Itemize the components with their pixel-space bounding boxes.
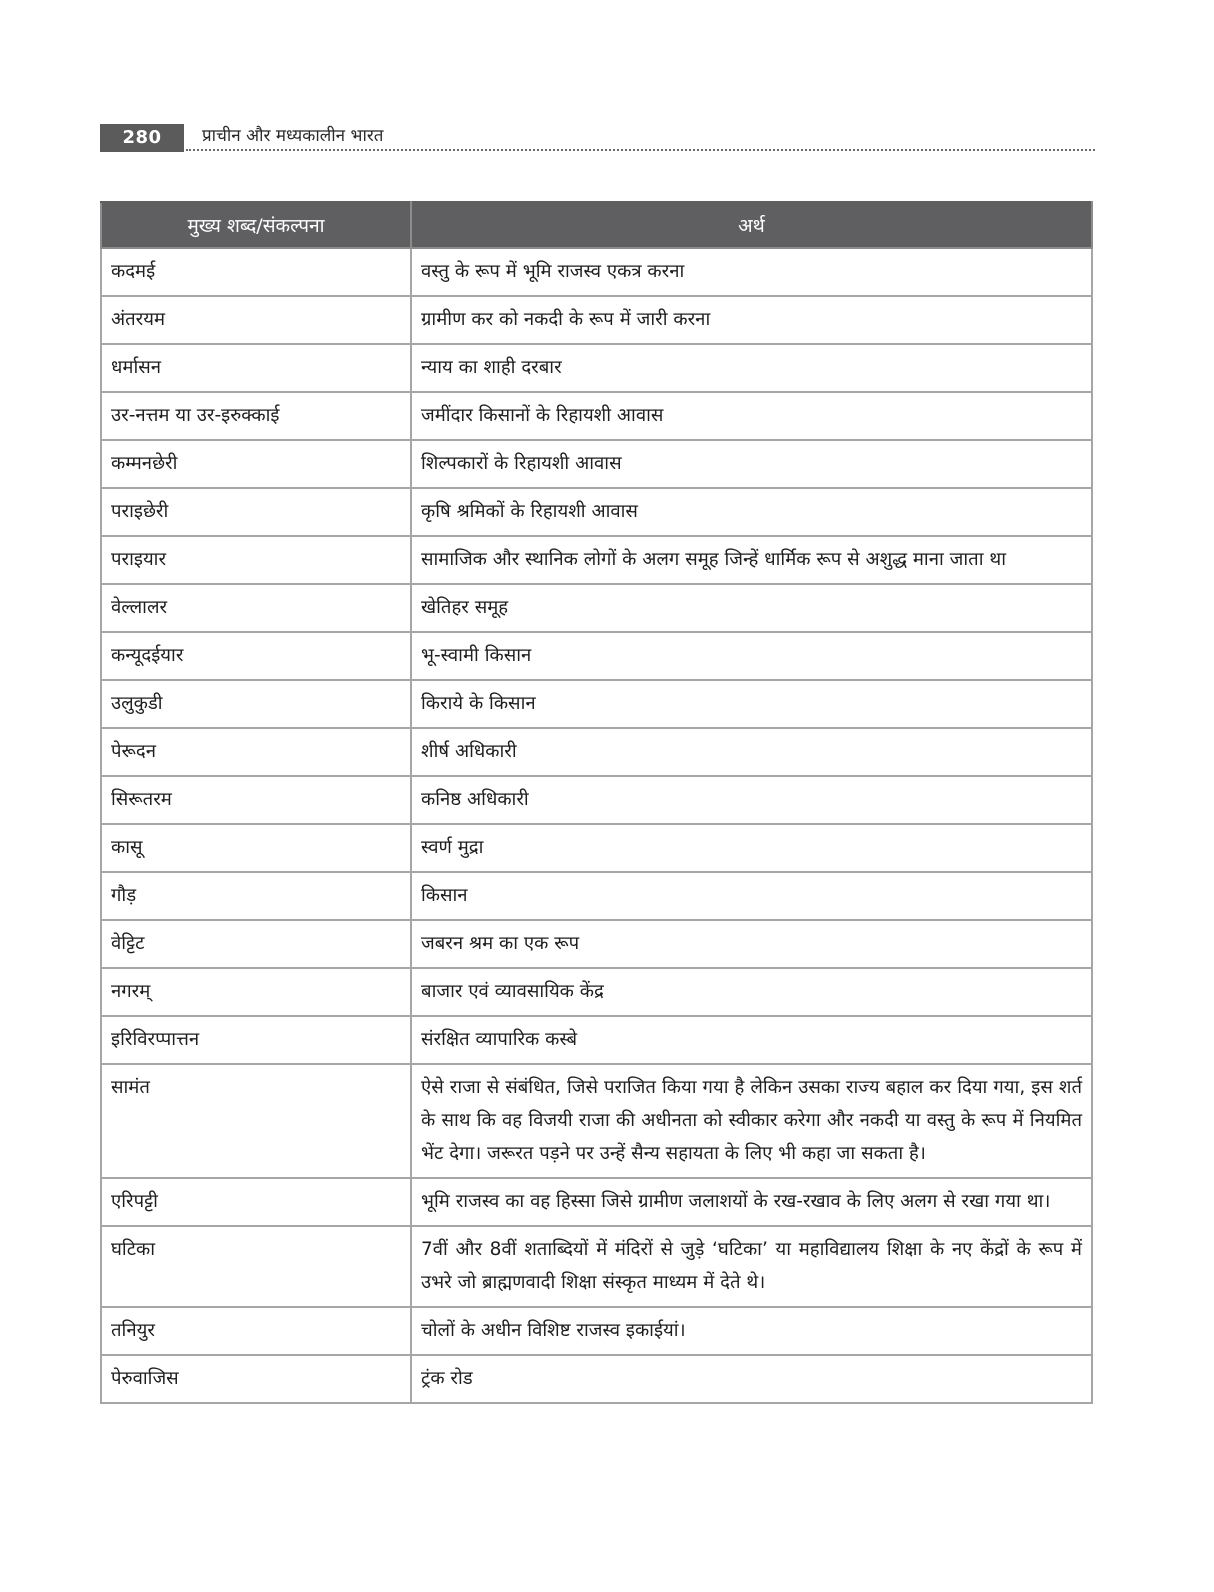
term-cell: कासू: [101, 824, 411, 872]
term-cell: तनियुर: [101, 1307, 411, 1355]
table-row: [101, 440, 1092, 488]
term-cell: अंतरयम: [101, 296, 411, 344]
meaning-cell: जबरन श्रम का एक रूप: [411, 920, 1092, 968]
table-body: [101, 248, 1092, 1403]
term-cell: पेरूदन: [101, 728, 411, 776]
meaning-cell: भूमि राजस्व का वह हिस्सा जिसे ग्रामीण जलाशयों के रख-रखाव के लिए अलग से रखा गया था।: [411, 1178, 1092, 1226]
meaning-cell: स्वर्ण मुद्रा: [411, 824, 1092, 872]
term-cell: वेल्लालर: [101, 584, 411, 632]
table-row: [101, 344, 1092, 392]
meaning-cell: न्याय का शाही दरबार: [411, 344, 1092, 392]
meaning-cell: वस्तु के रूप में भूमि राजस्व एकत्र करना: [411, 248, 1092, 296]
meaning-cell: किराये के किसान: [411, 680, 1092, 728]
term-cell: इरिविरप्पात्तन: [101, 1016, 411, 1064]
meaning-cell: जमींदार किसानों के रिहायशी आवास: [411, 392, 1092, 440]
meaning-cell: चोलों के अधीन विशिष्ट राजस्व इकाईयां।: [411, 1307, 1092, 1355]
table-header-row: [101, 202, 1092, 248]
meaning-cell: शीर्ष अधिकारी: [411, 728, 1092, 776]
term-cell: सिरूतरम: [101, 776, 411, 824]
table-row: [101, 632, 1092, 680]
table-row: [101, 248, 1092, 296]
meaning-cell: बाजार एवं व्यावसायिक केंद्र: [411, 968, 1092, 1016]
term-cell: पराइछेरी: [101, 488, 411, 536]
meaning-cell: ग्रामीण कर को नकदी के रूप में जारी करना: [411, 296, 1092, 344]
table-row: [101, 776, 1092, 824]
table-row: [101, 488, 1092, 536]
term-cell: कम्मनछेरी: [101, 440, 411, 488]
table-row: [101, 1307, 1092, 1355]
page-header: [100, 124, 1095, 154]
meaning-cell: संरक्षित व्यापारिक कस्बे: [411, 1016, 1092, 1064]
term-cell: घटिका: [101, 1226, 411, 1307]
header-dotted-rule: [186, 149, 1095, 151]
table-row: [101, 920, 1092, 968]
meaning-cell: कृषि श्रमिकों के रिहायशी आवास: [411, 488, 1092, 536]
table-row: [101, 584, 1092, 632]
page-number: 280: [100, 124, 184, 152]
term-cell: नगरम्: [101, 968, 411, 1016]
table-row: [101, 968, 1092, 1016]
table-row: [101, 296, 1092, 344]
term-cell: एरिपट्टी: [101, 1178, 411, 1226]
column-header-term: मुख्य शब्द/संकल्पना: [101, 202, 411, 248]
term-cell: धर्मासन: [101, 344, 411, 392]
term-cell: पेरुवाजिस: [101, 1355, 411, 1403]
table-row: [101, 1355, 1092, 1403]
meaning-cell: ऐसे राजा से संबंधित, जिसे पराजित किया गया है लेकिन उसका राज्य बहाल कर दिया गया, इस शर्त के साथ कि वह विजयी राजा की अधीनता को स्वीकार करेगा और नकदी या वस्तु के रूप में नियमित भेंट देगा। जरूरत पड़ने पर उन्हें सैन्य सहायता के लिए भी कहा जा सकता है।: [411, 1064, 1092, 1178]
table-row: [101, 1226, 1092, 1307]
table-row: [101, 1016, 1092, 1064]
table-row: [101, 392, 1092, 440]
term-cell: उलुकुडी: [101, 680, 411, 728]
table-row: [101, 1064, 1092, 1178]
table-row: [101, 824, 1092, 872]
term-cell: कदमई: [101, 248, 411, 296]
table-row: [101, 680, 1092, 728]
term-cell: कन्यूदईयार: [101, 632, 411, 680]
column-header-meaning: अर्थ: [411, 202, 1092, 248]
table-row: [101, 872, 1092, 920]
table-row: [101, 1178, 1092, 1226]
meaning-cell: सामाजिक और स्थानिक लोगों के अलग समूह जिन्हें धार्मिक रूप से अशुद्ध माना जाता था: [411, 536, 1092, 584]
book-title: प्राचीन और मध्यकालीन भारत: [202, 126, 384, 146]
meaning-cell: ट्रंक रोड: [411, 1355, 1092, 1403]
meaning-cell: 7वीं और 8वीं शताब्दियों में मंदिरों से जुड़े ‘घटिका’ या महाविद्यालय शिक्षा के नए केंद्रों के रूप में उभरे जो ब्राह्मणवादी शिक्षा संस्कृत माध्यम में देते थे।: [411, 1226, 1092, 1307]
meaning-cell: भू-स्वामी किसान: [411, 632, 1092, 680]
table-row: [101, 536, 1092, 584]
glossary-table: [100, 201, 1093, 1404]
meaning-cell: किसान: [411, 872, 1092, 920]
term-cell: वेट्टिट: [101, 920, 411, 968]
meaning-cell: शिल्पकारों के रिहायशी आवास: [411, 440, 1092, 488]
term-cell: उर-नत्तम या उर-इरुक्काई: [101, 392, 411, 440]
term-cell: पराइयार: [101, 536, 411, 584]
meaning-cell: खेतिहर समूह: [411, 584, 1092, 632]
term-cell: सामंत: [101, 1064, 411, 1178]
meaning-cell: कनिष्ठ अधिकारी: [411, 776, 1092, 824]
table-row: [101, 728, 1092, 776]
term-cell: गौड़: [101, 872, 411, 920]
